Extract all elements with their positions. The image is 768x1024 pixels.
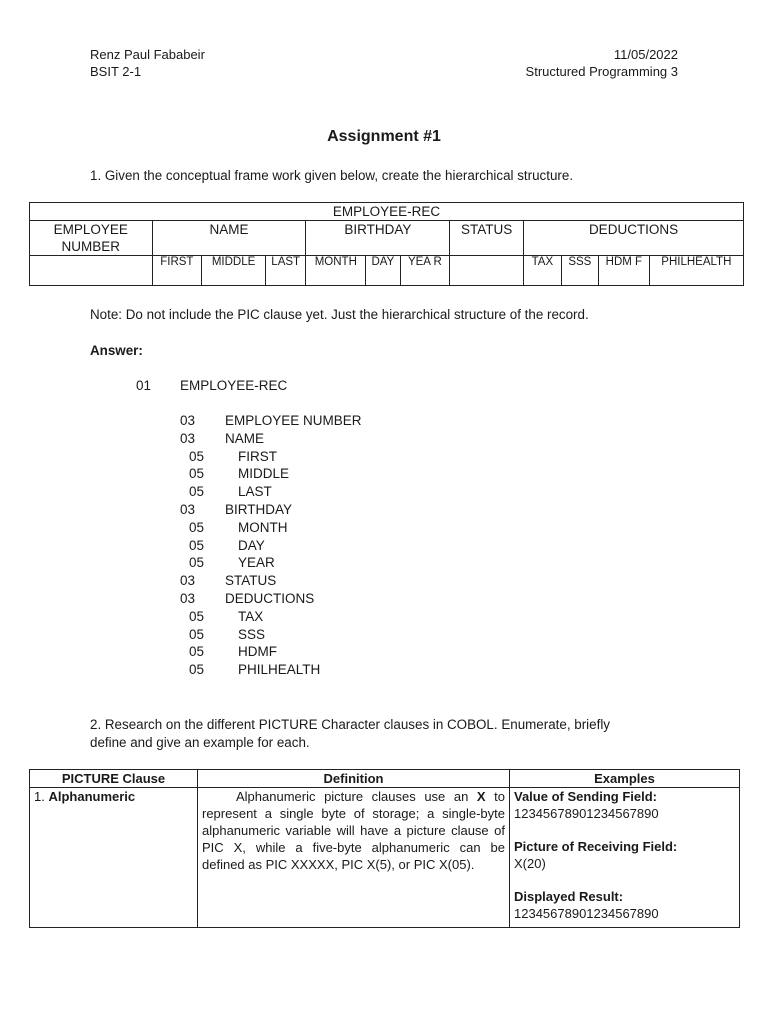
- structure-line: [180, 643, 362, 661]
- structure-line: [180, 412, 362, 430]
- receiving-field-value: X(20): [514, 856, 546, 871]
- cell-last: LAST: [265, 256, 306, 286]
- header-definition: Definition: [198, 770, 510, 788]
- cell-philhealth: PHILHEALTH: [649, 256, 743, 286]
- answer-label: Answer:: [90, 343, 143, 358]
- field-name: HDMF: [238, 644, 277, 660]
- examples-cell: [510, 788, 740, 928]
- level-number: 05: [189, 466, 205, 482]
- cell-month: MONTH: [306, 256, 366, 286]
- structure-root-level: 01: [136, 378, 152, 393]
- structure-line: [180, 501, 362, 519]
- structure-line: [180, 537, 362, 555]
- field-name: DEDUCTIONS: [225, 590, 315, 606]
- level-number: 05: [189, 484, 205, 500]
- cell-middle: MIDDLE: [202, 256, 266, 286]
- definition-text: Alphanumeric picture clauses use an X to represent a single byte of storage; a single-byte alphanumeric variable will have a picture clause of PIC X, while a five-byte alphanumeric can be defined as PIC XXXXX, PIC X(5), or PIC X(05).: [202, 789, 505, 872]
- student-section: BSIT 2-1: [90, 64, 142, 79]
- document-date: 11/05/2022: [613, 47, 678, 62]
- student-name: Renz Paul Fababeir: [90, 47, 205, 62]
- cell-deductions: DEDUCTIONS: [524, 221, 744, 256]
- header-picture-clause: PICTURE Clause: [30, 770, 198, 788]
- cell-sss: SSS: [561, 256, 598, 286]
- field-name: MIDDLE: [238, 466, 290, 482]
- level-number: 03: [180, 430, 196, 446]
- field-name: EMPLOYEE NUMBER: [225, 413, 362, 428]
- cell-first: FIRST: [152, 256, 202, 286]
- note-text: Note: Do not include the PIC clause yet. Just the hierarchical structure of the record.: [90, 307, 589, 322]
- clause-name: Alphanumeric: [48, 789, 136, 804]
- cell-status: STATUS: [450, 221, 524, 256]
- question-2-line-1: 2. Research on the different PICTURE Character clauses in COBOL. Enumerate, briefly: [90, 717, 610, 732]
- field-name: DAY: [238, 537, 265, 553]
- structure-root-name: EMPLOYEE-REC: [180, 378, 288, 393]
- sending-field-label: Value of Sending Field:: [514, 789, 658, 804]
- structure-line: [180, 661, 362, 679]
- field-name: PHILHEALTH: [238, 662, 321, 678]
- receiving-field-label: Picture of Receiving Field:: [514, 839, 678, 854]
- header-examples: Examples: [510, 770, 740, 788]
- record-structure-table: [29, 202, 744, 286]
- field-name: STATUS: [225, 573, 277, 589]
- cell-employee-number: EMPLOYEE NUMBER: [30, 221, 153, 256]
- level-number: 03: [180, 413, 196, 428]
- question-2-line-2: define and give an example for each.: [90, 735, 310, 750]
- cell-birthday: BIRTHDAY: [306, 221, 450, 256]
- structure-line: [180, 430, 362, 448]
- clause-cell: [30, 788, 198, 928]
- field-name: NAME: [225, 430, 265, 446]
- definition-cell: [198, 788, 510, 928]
- field-name: LAST: [238, 484, 272, 500]
- cell-year: YEA R: [400, 256, 450, 286]
- cell-hdmf: HDM F: [599, 256, 650, 286]
- level-number: 05: [189, 644, 205, 660]
- level-number: 05: [189, 448, 205, 464]
- cell-day: DAY: [366, 256, 400, 286]
- displayed-result-label: Displayed Result:: [514, 889, 624, 904]
- field-name: BIRTHDAY: [225, 501, 293, 517]
- field-name: YEAR: [238, 555, 275, 571]
- field-name: MONTH: [238, 519, 288, 535]
- level-number: 05: [189, 519, 205, 535]
- clause-number: 1.: [34, 789, 45, 804]
- cell-empty: [30, 256, 153, 286]
- structure-line: [180, 519, 362, 537]
- field-name: SSS: [238, 626, 266, 642]
- structure-line: [180, 448, 362, 466]
- level-number: 05: [189, 626, 205, 642]
- sending-field-value: 12345678901234567890: [514, 806, 659, 821]
- picture-clause-table: [29, 769, 740, 928]
- course-name: Structured Programming 3: [525, 64, 678, 79]
- structure-line: [180, 626, 362, 644]
- level-number: 03: [180, 501, 196, 517]
- cell-name: NAME: [152, 221, 306, 256]
- level-number: 05: [189, 555, 205, 571]
- cell-empty: [450, 256, 524, 286]
- level-number: 05: [189, 537, 205, 553]
- structure-list: [180, 412, 362, 679]
- structure-line: [180, 465, 362, 483]
- level-number: 05: [189, 608, 205, 624]
- field-name: TAX: [238, 608, 264, 624]
- level-number: 03: [180, 573, 196, 589]
- structure-line: [180, 572, 362, 590]
- level-number: 05: [189, 662, 205, 678]
- structure-line: [180, 590, 362, 608]
- cell-tax: TAX: [524, 256, 561, 286]
- page-title: Assignment #1: [327, 128, 441, 145]
- displayed-result-value: 12345678901234567890: [514, 906, 659, 921]
- structure-line: [180, 483, 362, 501]
- structure-line: [180, 554, 362, 572]
- question-1: 1. Given the conceptual frame work given below, create the hierarchical structure.: [90, 168, 574, 183]
- structure-line: [180, 608, 362, 626]
- field-name: FIRST: [238, 448, 277, 464]
- level-number: 03: [180, 590, 196, 606]
- cell-employee-rec: EMPLOYEE-REC: [30, 203, 744, 221]
